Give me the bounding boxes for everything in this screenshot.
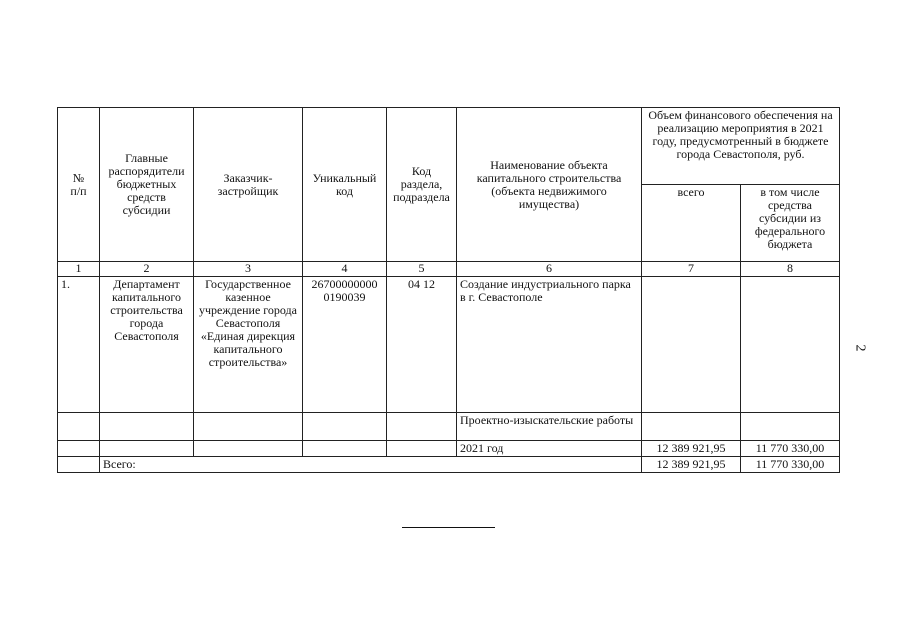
col-number: 3 — [194, 262, 303, 277]
header-distributor: Главные распорядители бюджетных средств субсидии — [100, 108, 194, 262]
amount-total: 12 389 921,95 — [642, 441, 741, 457]
header-total: всего — [642, 185, 741, 262]
header-row-number: № п/п — [58, 108, 100, 262]
total-amount: 12 389 921,95 — [642, 457, 741, 473]
col-number: 4 — [303, 262, 387, 277]
col-number: 2 — [100, 262, 194, 277]
row-number: 1. — [58, 277, 100, 413]
col-number: 8 — [741, 262, 840, 277]
customer-developer: Государственное казенное учреждение города Севастополя «Единая дирекция капитального строительства» — [194, 277, 303, 413]
budget-table — [57, 107, 840, 473]
page-number: 2 — [852, 344, 868, 352]
header-funding-volume: Объем финансового обеспечения на реализацию мероприятия в 2021 году, предусмотренный в бюджете города Севастополя, руб. — [642, 108, 840, 185]
col-number: 6 — [457, 262, 642, 277]
col-number: 7 — [642, 262, 741, 277]
col-number: 5 — [387, 262, 457, 277]
amount-federal — [741, 277, 840, 413]
budget-distributor: Департамент капитального строительства города Севастополя — [100, 277, 194, 413]
closing-rule — [402, 527, 495, 528]
header-object-name: Наименование объекта капитального строительства (объекта недвижимого имущества) — [457, 108, 642, 262]
year-label: 2021 год — [457, 441, 642, 457]
header-customer: Заказчик-застройщик — [194, 108, 303, 262]
total-federal: 11 770 330,00 — [741, 457, 840, 473]
object-stage: Проектно-изыскательские работы — [457, 413, 642, 441]
amount-federal: 11 770 330,00 — [741, 441, 840, 457]
table-row — [58, 277, 840, 413]
header-federal: в том числе средства субсидии из федерального бюджета — [741, 185, 840, 262]
header-unique-code: Уникальный код — [303, 108, 387, 262]
unique-code: 26700000000 0190039 — [303, 277, 387, 413]
total-label: Всего: — [100, 457, 642, 473]
object-name: Создание индустриального парка в г. Севастополе — [457, 277, 642, 413]
section-code: 04 12 — [387, 277, 457, 413]
table-row — [58, 441, 840, 457]
header-section-code: Код раздела, подраздела — [387, 108, 457, 262]
column-numbers-row — [58, 262, 840, 277]
amount-total — [642, 277, 741, 413]
table-row — [58, 413, 840, 441]
total-row — [58, 457, 840, 473]
col-number: 1 — [58, 262, 100, 277]
